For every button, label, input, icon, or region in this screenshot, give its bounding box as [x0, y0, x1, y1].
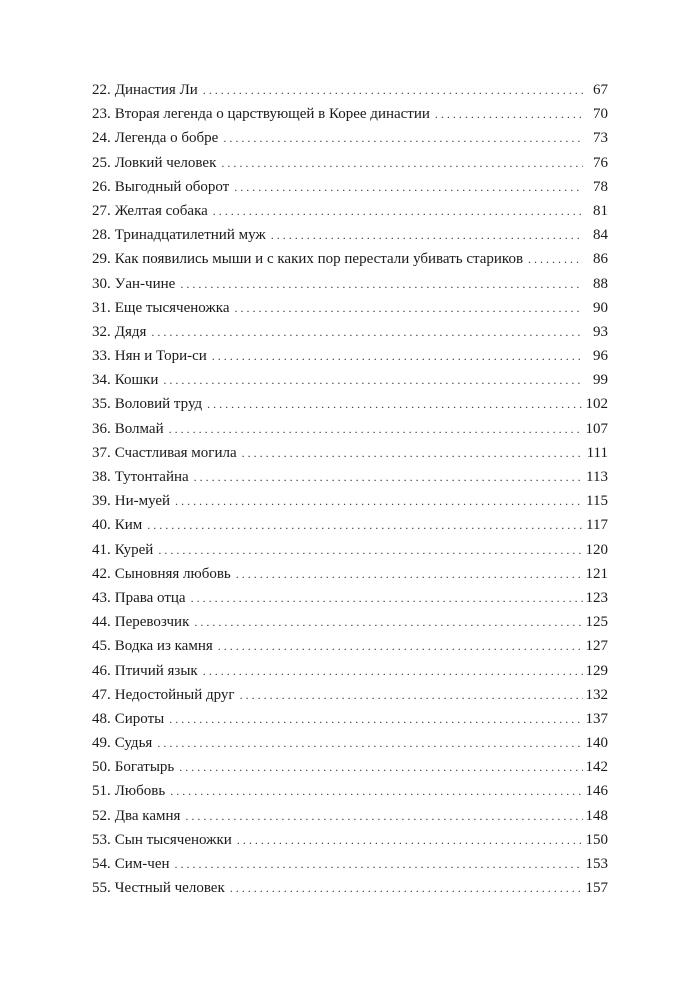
toc-entry: [92, 223, 608, 247]
toc-entry-title: Династия Ли: [114, 82, 198, 98]
toc-entry-page: 129: [585, 662, 608, 679]
toc-entry-number: 55.: [92, 880, 111, 897]
toc-entry-page: 140: [585, 735, 608, 752]
dot-leader: [194, 610, 582, 634]
toc-entry-number: 25.: [92, 154, 111, 171]
toc-entry-page: 120: [585, 541, 608, 558]
toc-entry-title: Тутонтайна: [114, 469, 189, 485]
toc-entry-number: 45.: [92, 638, 111, 655]
dot-leader: [163, 368, 583, 392]
toc-entry: [92, 126, 608, 150]
toc-entry-number: 41.: [92, 541, 111, 558]
toc-entry-page: 86: [593, 251, 608, 268]
toc-entry-number: 49.: [92, 735, 111, 752]
dot-leader: [158, 538, 582, 562]
toc-entry: [92, 78, 608, 102]
toc-entry: [92, 779, 608, 803]
toc-entry-title: Воловий труд: [114, 396, 203, 413]
toc-entry: [92, 513, 608, 537]
toc-entry-title: Права отца: [114, 589, 186, 606]
toc-entry-page: 67: [593, 82, 608, 98]
dot-leader: [528, 247, 583, 271]
toc-entry: [92, 465, 608, 489]
toc-entry-number: 23.: [92, 106, 111, 123]
toc-entry-title: Богатырь: [114, 759, 175, 776]
toc-entry-number: 26.: [92, 178, 111, 195]
toc-entry-page: 107: [585, 420, 608, 437]
toc-entry-page: 157: [585, 880, 608, 897]
toc-entry-page: 125: [585, 614, 608, 631]
toc-entry-page: 102: [585, 396, 608, 413]
toc-entry: [92, 441, 608, 465]
dot-leader: [180, 272, 583, 296]
dot-leader: [157, 731, 582, 755]
dot-leader: [435, 102, 583, 126]
toc-entry-title: Судья: [114, 735, 153, 752]
toc-entry-page: 111: [586, 444, 608, 461]
toc-entry-page: 78: [593, 178, 608, 195]
toc-entry-title: Ни-муей: [114, 493, 171, 510]
toc-entry: [92, 320, 608, 344]
toc-entry-page: 84: [593, 227, 608, 244]
toc-entry-title: Любовь: [114, 783, 166, 800]
dot-leader: [151, 320, 583, 344]
toc-entry-page: 88: [593, 275, 608, 292]
toc-entry-page: 70: [593, 106, 608, 123]
dot-leader: [240, 683, 583, 707]
toc-entry-number: 48.: [92, 710, 111, 727]
dot-leader: [237, 828, 583, 852]
toc-entry-title: Нян и Тори-си: [114, 348, 207, 365]
toc-entry-page: 93: [593, 323, 608, 340]
toc-entry-number: 44.: [92, 614, 111, 631]
toc-entry: [92, 538, 608, 562]
toc-entry-number: 36.: [92, 420, 111, 437]
toc-entry-page: 148: [585, 807, 608, 824]
dot-leader: [207, 392, 582, 416]
dot-leader: [147, 513, 583, 537]
toc-entry-title: Легенда о бобре: [114, 130, 219, 147]
toc-entry-number: 53.: [92, 831, 111, 848]
dot-leader: [203, 78, 583, 102]
dot-leader: [170, 779, 582, 803]
dot-leader: [194, 465, 583, 489]
toc-entry-number: 38.: [92, 469, 111, 485]
toc-entry: [92, 610, 608, 634]
dot-leader: [175, 852, 583, 876]
toc-entry: [92, 102, 608, 126]
dot-leader: [179, 755, 582, 779]
dot-leader: [169, 707, 582, 731]
toc-entry-page: 81: [593, 202, 608, 219]
toc-entry-page: 137: [585, 710, 608, 727]
toc-entry-number: 46.: [92, 662, 111, 679]
toc-entry: [92, 876, 608, 900]
toc-entry-page: 99: [593, 372, 608, 389]
toc-entry-number: 42.: [92, 565, 111, 582]
toc-entry-page: 96: [593, 348, 608, 365]
dot-leader: [203, 659, 583, 683]
toc-entry-title: Честный человек: [114, 880, 225, 897]
toc-entry-page: 117: [586, 517, 608, 534]
toc-entry-number: 24.: [92, 130, 111, 147]
toc-entry-title: Как появились мыши и с каких пор перестали убивать стариков: [114, 251, 524, 268]
toc-entry-title: Выгодный оборот: [114, 178, 230, 195]
toc-entry-number: 28.: [92, 227, 111, 244]
toc-entry-number: 27.: [92, 202, 111, 219]
toc-entry-number: 22.: [92, 82, 111, 98]
toc-entry: [92, 683, 608, 707]
toc-entry-page: 76: [593, 154, 608, 171]
dot-leader: [230, 876, 583, 900]
toc-entry-title: Вторая легенда о царствующей в Корее династии: [114, 106, 430, 123]
toc-entry: [92, 852, 608, 876]
toc-entry-title: Водка из камня: [114, 638, 213, 655]
toc-entry-title: Сын тысяченожки: [114, 831, 232, 848]
toc-entry: [92, 368, 608, 392]
toc-entry-page: 146: [585, 783, 608, 800]
toc-entry-title: Кошки: [114, 372, 159, 389]
toc-entry-number: 35.: [92, 396, 111, 413]
toc-entry-title: Сим-чен: [114, 856, 170, 872]
dot-leader: [169, 417, 583, 441]
toc-entry-title: Счастливая могила: [114, 444, 237, 461]
toc-entry-number: 54.: [92, 856, 111, 872]
toc-entry: [92, 247, 608, 271]
toc-entry-number: 30.: [92, 275, 111, 292]
dot-leader: [236, 562, 583, 586]
toc-entry: [92, 804, 608, 828]
toc-entry-page: 123: [585, 589, 608, 606]
toc-entry-page: 150: [585, 831, 608, 848]
toc-entry: [92, 634, 608, 658]
toc-entry-number: 40.: [92, 517, 111, 534]
toc-entry: [92, 417, 608, 441]
toc-entry-page: 73: [593, 130, 608, 147]
toc-entry-number: 39.: [92, 493, 111, 510]
toc-entry-number: 43.: [92, 589, 111, 606]
toc-entry-number: 47.: [92, 686, 111, 703]
toc-entry-title: Птичий язык: [114, 662, 198, 679]
toc-entry-title: Недостойный друг: [114, 686, 235, 703]
dot-leader: [185, 804, 582, 828]
dot-leader: [235, 296, 584, 320]
toc-entry-title: Уан-чине: [114, 275, 176, 292]
dot-leader: [212, 344, 583, 368]
toc-entry-page: 90: [593, 299, 608, 316]
toc-entry-number: 52.: [92, 807, 111, 824]
toc-entry-number: 51.: [92, 783, 111, 800]
toc-entry-title: Сыновняя любовь: [114, 565, 231, 582]
toc-entry: [92, 175, 608, 199]
toc-entry: [92, 199, 608, 223]
dot-leader: [242, 441, 583, 465]
table-of-contents: [92, 78, 608, 900]
toc-entry-title: Желтая собака: [114, 202, 208, 219]
toc-entry-page: 153: [585, 856, 608, 872]
toc-entry-page: 113: [586, 469, 608, 485]
toc-entry-title: Волмай: [114, 420, 164, 437]
toc-entry-number: 29.: [92, 251, 111, 268]
toc-entry-page: 121: [585, 565, 608, 582]
toc-entry: [92, 755, 608, 779]
dot-leader: [218, 634, 583, 658]
toc-entry: [92, 296, 608, 320]
toc-entry-page: 142: [585, 759, 608, 776]
toc-entry: [92, 731, 608, 755]
toc-entry-title: Ким: [114, 517, 143, 534]
toc-entry: [92, 586, 608, 610]
toc-entry: [92, 562, 608, 586]
toc-entry-number: 31.: [92, 299, 111, 316]
toc-entry-title: Сироты: [114, 710, 165, 727]
toc-entry-page: 115: [586, 493, 608, 510]
toc-entry-number: 34.: [92, 372, 111, 389]
toc-entry-title: Ловкий человек: [114, 154, 217, 171]
toc-entry-number: 37.: [92, 444, 111, 461]
toc-entry-title: Еще тысяченожка: [114, 299, 230, 316]
dot-leader: [271, 223, 583, 247]
toc-entry-number: 32.: [92, 323, 111, 340]
toc-entry-page: 132: [585, 686, 608, 703]
toc-entry-title: Дядя: [114, 323, 147, 340]
dot-leader: [223, 126, 583, 150]
toc-entry: [92, 707, 608, 731]
dot-leader: [175, 489, 583, 513]
toc-entry-number: 50.: [92, 759, 111, 776]
dot-leader: [191, 586, 583, 610]
dot-leader: [213, 199, 583, 223]
toc-entry: [92, 489, 608, 513]
toc-entry-title: Курей: [114, 541, 154, 558]
dot-leader: [234, 175, 583, 199]
toc-entry-title: Два камня: [114, 807, 181, 824]
toc-entry-page: 127: [585, 638, 608, 655]
toc-entry: [92, 272, 608, 296]
toc-entry: [92, 344, 608, 368]
toc-entry-title: Перевозчик: [114, 614, 190, 631]
dot-leader: [221, 151, 583, 175]
toc-entry: [92, 828, 608, 852]
toc-entry: [92, 659, 608, 683]
toc-entry-title: Тринадцатилетний муж: [114, 227, 266, 244]
toc-entry: [92, 392, 608, 416]
toc-entry-number: 33.: [92, 348, 111, 365]
toc-entry: [92, 151, 608, 175]
